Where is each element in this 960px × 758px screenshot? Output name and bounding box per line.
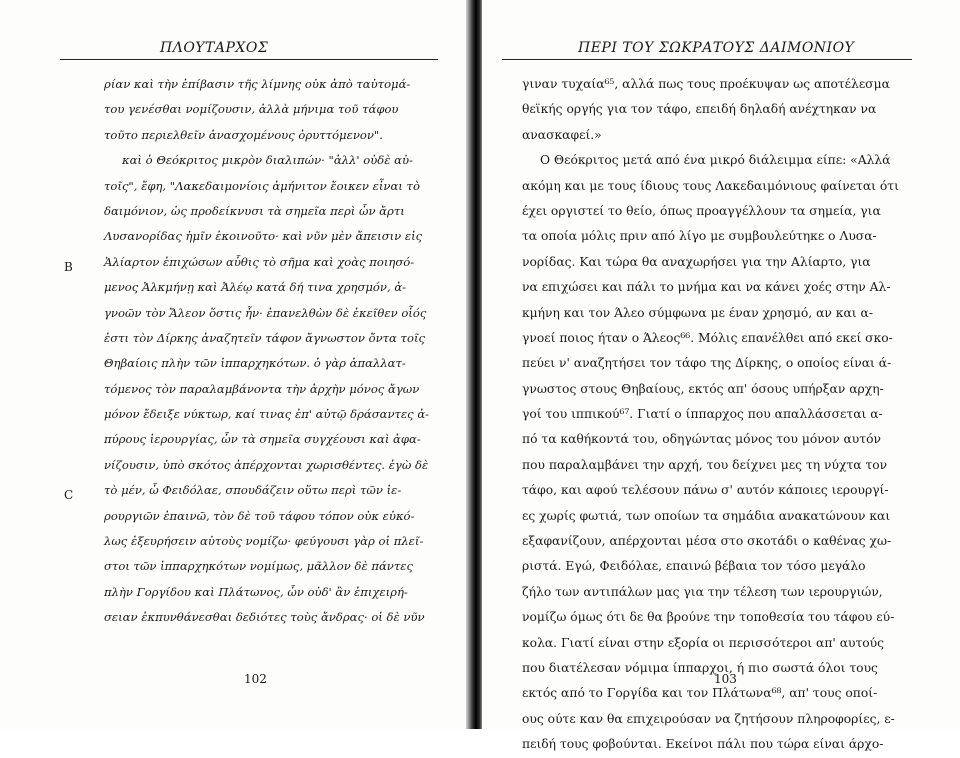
text-line: του γενέσθαι νομίζουσιν, ἀλλὰ μήνιμα τοῦ τάφου [104,102,399,117]
text-line: πό τα καθήκοντά του, οδηγώντας μόνος του μόνον αυτόν [522,432,881,447]
text-line: γνωστος στους Θηβαίους, εκτός απ' όσους υπήρξαν αρχη- [522,381,884,396]
text-line: που παραλαμβάνει την αρχή, του δείχνει μες τη νύχτα τον [522,457,888,472]
text-line: έχει οργιστεί το θείο, όπως προαγγέλλουν τα σημεία, για [522,203,881,218]
left-page-number: 102 [244,672,267,686]
text-line: ανασκαφεί.» [522,127,602,142]
text-line: νομίζω όμως ότι δε θα βρούνε την τοποθεσία του τάφου εύ- [522,610,895,625]
text-line: τόμενος τὸν παραλαμβάνοντα τὴν ἀρχὴν μόνος ἄγων [104,381,420,396]
text-line: κμήνη και τον Άλεο σύμφωνα με έναν χρησμό, αν και α- [522,305,873,320]
text-line: τα οποία μόλις πριν από λίγο με συμβουλεύτηκε ο Λυσα- [522,229,877,244]
text-line: δαιμόνιον, ὡς προδείκνυσι τὰ σημεῖα περὶ ὧν ἄρτι [104,203,405,218]
margin-section-marker-b: B [64,260,73,274]
margin-section-marker-c: C [64,488,74,502]
right-page-number: 103 [714,672,737,686]
text-line: ες χωρίς φωτιά, των οποίων τα σημάδια ανακατώνουν και [522,508,891,523]
text-line: λως ἐξευρήσειν αὐτοὺς νομίζω· φεύγουσι γὰρ οἱ πλεῖ- [104,534,424,549]
text-line: ριστά. Εγώ, Φειδόλαε, επαινώ βέβαια τον τόσο μεγάλο [522,559,866,574]
text-line: σειαν ἐκπυνθάνεσθαι δεδιότες τοὺς ἄνδρας· οἱ δὲ νῦν [104,610,425,625]
text-line: ους ούτε καν θα επιχειρούσαν να ζητήσουν πληροφορίες, ε- [522,711,895,726]
text-line: νίζουσιν, ὑπὸ σκότος ἀπέρχονται χωρισθέντες. ἐγὼ δὲ [104,457,429,472]
text-line: ἐστι τὸν Δίρκης ἀναζητεῖν τάφον ἄγνωστον ὄντα τοῖς [104,330,425,345]
text-line: ακόμη και με τους ίδιους τους Λακεδαιμόνιους φαίνεται ότι [522,178,899,193]
text-line: Ἁλίαρτον ἐπιχώσων αὖθις τὸ σῆμα καὶ χοὰς ποιησό- [104,254,415,269]
text-line: πεύει ν' αναζητήσει τον τάφο της Δίρκης, ο οποίος είναι ά- [522,356,892,371]
text-line: τὸ μέν, ὦ Φειδόλαε, σπουδάζειν οὕτω περὶ τῶν ἱε- [104,483,402,498]
text-line: γνοεί ποιος ήταν ο Άλεος⁶⁶. Μόλις επανέλθει από εκεί σκο- [522,330,893,345]
left-page [0,0,468,729]
text-line: εκτός από το Γοργίδα και τον Πλάτωνα⁶⁸, απ' τους οποί- [522,686,878,701]
text-line: Θηβαίοις πλὴν τῶν ἱππαρχηκότων. ὁ γὰρ ἀπαλλατ- [104,356,406,371]
right-translation-text [522,72,914,758]
text-line: ρουργιῶν ἐπαινῶ, τὸν δὲ τοῦ τάφου τόπον οὐκ εὐκό- [104,508,415,523]
text-line: καὶ ὁ Θεόκριτος μικρὸν διαλιπών· "ἀλλ' οὐδὲ αὐ- [122,153,413,168]
text-line: τάφο, και αφού τελέσουν πάνω σ' αυτόν κάποιες ιερουργί- [522,483,889,498]
text-line: ρίαν καὶ τὴν ἐπίβασιν τῆς λίμνης οὐκ ἀπὸ ταὐτομά- [104,77,411,91]
text-line: γοί του ιππικού⁶⁷. Γιατί ο ίππαρχος που απαλλάσσεται α- [522,407,883,422]
text-line: γιναν τυχαία⁶⁵, αλλά πως τους προέκυψαν ως αποτέλεσμα [522,77,890,91]
text-line: μενος Ἀλκμήνῃ καὶ Ἀλέῳ κατά δή τινα χρησμόν, ἀ- [104,280,407,295]
text-line: τοῖς", ἔφη, "Λακεδαιμονίοις ἀμήνιτον ἔοικεν εἶναι τὸ [104,178,420,193]
text-line: στοι τῶν ἱππαρχηκότων νομίμως, μᾶλλον δὲ πάντες [104,559,413,574]
text-line: που διατέλεσαν νόμιμα ίππαρχοι, ή πιο σωστά όλοι τους [522,660,878,675]
text-line: κολα. Γιατί είναι στην εξορία οι περισσότεροι απ' αυτούς [522,635,885,650]
left-running-head: ΠΛΟΥΤΑΡΧΟΣ [160,40,269,56]
right-page [482,0,960,752]
right-running-head: ΠΕΡΙ ΤΟΥ ΣΩΚΡΑΤΟΥΣ ΔΑΙΜΟΝΙΟΥ [578,40,855,56]
text-line: πλὴν Γοργίδου καὶ Πλάτωνος, ὧν οὐδ' ἂν ἐπιχειρή- [104,584,408,599]
text-line: Ο Θεόκριτος μετά από ένα μικρό διάλειμμα είπε: «Αλλά [540,153,891,168]
text-line: να επιχώσει και πάλι το μνήμα και να κάνει χοές στην Αλ- [522,280,891,295]
left-greek-text [104,72,428,631]
right-header-rule [502,59,912,60]
text-line: μόνον ἔδειξε νύκτωρ, καί τινας ἐπ' αὐτῷ δράσαντες ἀ- [104,407,430,422]
text-line: πειδή τους φοβούνται. Εκείνοι πάλι που τώρα είναι άρχο- [522,737,884,752]
text-line: ζήλο των αντιπάλων μας για την τέλεση των ιερουργιών, [522,584,883,599]
text-line: νορίδας. Και τώρα θα αναχωρήσει για την Αλίαρτο, για [522,254,871,269]
text-line: τοῦτο περιελθεῖν ἀνασχομένους ὀρυττόμενον". [104,127,383,142]
text-line: Λυσανορίδας ἡμῖν ἐκοινοῦτο· καὶ νῦν μὲν ἄπεισιν εἰς [104,229,423,244]
left-header-rule [60,59,438,60]
text-line: θεϊκής οργής για τον τάφο, επειδή δηλαδή ανέχτηκαν να [522,102,877,117]
text-line: γνοῶν τὸν Ἄλεον ὅστις ἦν· ἐπανελθὼν δὲ ἐκεῖθεν οἷός [104,305,427,320]
text-line: εξαφανίζουν, απέρχονται μέσα στο σκοτάδι ο καθένας χω- [522,534,892,549]
text-line: πύρους ἱερουργίας, ὧν τὰ σημεῖα συγχέουσι καὶ ἀφα- [104,432,421,447]
